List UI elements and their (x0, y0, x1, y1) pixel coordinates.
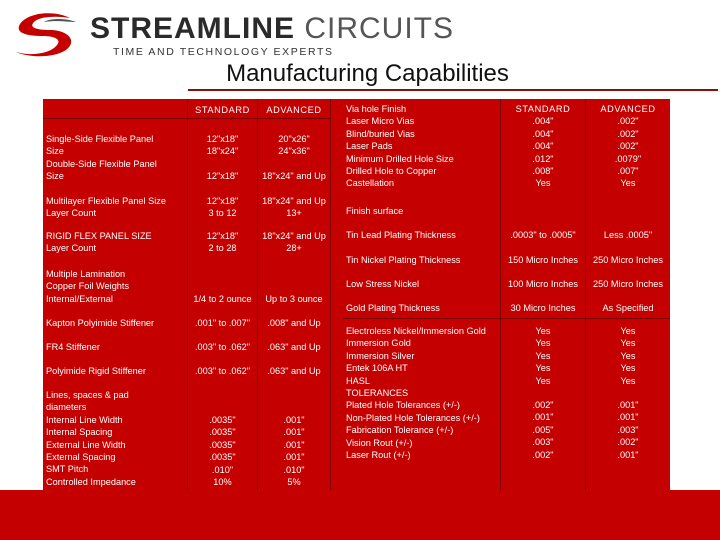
row-label-line: RIGID FLEX PANEL SIZE (46, 231, 152, 241)
row-label-line: Fabrication Tolerance (+/-) (346, 425, 454, 436)
cell-value: 18"x24" and Up (262, 196, 326, 206)
table-row-label (43, 133, 190, 183)
cell-value: .0035" (209, 439, 236, 450)
cell-value: 24"x36" (278, 146, 310, 157)
table-row-label: Kapton Polyimide Stiffener (46, 318, 155, 328)
divider (330, 99, 331, 490)
cell-value: 12"x18" (206, 231, 239, 241)
table-cell-standard: 100 Micro Inches (508, 279, 578, 289)
swoosh-logo-icon (10, 8, 84, 60)
cell-value: 5% (287, 477, 301, 488)
cell-value: .0035" (209, 452, 236, 463)
divider (43, 118, 331, 119)
cell-value: .002" (617, 128, 639, 139)
cell-value: .001" (617, 449, 639, 460)
row-label-line: Entek 106A HT (346, 363, 408, 374)
table-cell-advanced: As Specified (602, 303, 654, 313)
table-cell-advanced: .008" and Up (267, 318, 321, 328)
cell-value: 28+ (286, 243, 302, 254)
streamline-logo (10, 8, 454, 60)
table-row-label (43, 195, 190, 220)
cell-value: .001" (617, 412, 639, 423)
table-cell-standard (188, 414, 257, 488)
table-cell-advanced: .063" and Up (267, 366, 321, 376)
cell-value: .001" (532, 412, 554, 423)
table-cell-advanced (258, 133, 330, 183)
table-row-label: Low Stress Nickel (346, 279, 420, 289)
cell-value: Yes (535, 375, 551, 386)
tolerance-standard (501, 399, 585, 461)
row-label-line: Single-Side Flexible Panel (46, 134, 154, 144)
right-header-standard: STANDARD (515, 104, 571, 114)
row-label-line: External Line Width (46, 439, 126, 450)
row-label-line: Multilayer Flexible Panel Size (46, 196, 166, 206)
cell-value: .007" (617, 166, 639, 177)
row-label-line: Drilled Hole to Copper (346, 166, 437, 177)
via-labels (343, 103, 503, 190)
cell-value (188, 158, 257, 170)
cell-value: .0035" (209, 415, 236, 425)
via-advanced-column (586, 103, 670, 190)
cell-value: Yes (535, 338, 551, 349)
table-cell-advanced: .063" and Up (267, 342, 321, 352)
row-label-line: Internal Spacing (46, 427, 113, 438)
row-label-line: Laser Micro Vias (346, 116, 415, 127)
table-cell-standard: 30 Micro Inches (510, 303, 576, 313)
row-label-line: Laser Rout (+/-) (346, 450, 411, 461)
table-cell-advanced (258, 230, 330, 255)
table-row-label (43, 230, 190, 255)
cell-value: .008" (532, 166, 554, 177)
row-label-line: External Spacing (46, 452, 116, 463)
row-label-line: Internal/External (46, 293, 113, 304)
row-label-line: Laser Pads (346, 141, 393, 152)
page-title: Manufacturing Capabilities (226, 60, 509, 87)
cell-value: 13+ (286, 208, 302, 219)
row-label-line: Non-Plated Hole Tolerances (+/-) (346, 412, 480, 423)
table-row-label: Polyimide Rigid Stiffener (46, 366, 146, 376)
cell-value: .003" (617, 424, 639, 435)
row-label-line: Blind/buried Vias (346, 128, 415, 139)
table-cell-standard: 150 Micro Inches (508, 255, 578, 265)
row-label-line: Size (46, 146, 64, 157)
tolerances-heading: TOLERANCES (346, 388, 409, 398)
cell-value: 18"x24" and Up (262, 231, 326, 241)
cell-value: 12"x18" (206, 196, 239, 206)
row-label-line: Double-Side Flexible Panel (46, 158, 157, 169)
table-row-label (43, 268, 190, 305)
table-row-label: Gold Plating Thickness (346, 303, 440, 313)
cell-value: Yes (620, 178, 636, 189)
table-cell-standard: .003" to .062" (194, 366, 251, 376)
table-cell-standard: .003" to .062" (194, 342, 251, 352)
cell-value: .004" (532, 116, 554, 127)
row-label-line: Via hole Finish (346, 104, 407, 114)
finish-surface-heading: Finish surface (346, 206, 404, 216)
footer-band (0, 490, 720, 540)
table-row-label (43, 389, 190, 488)
cell-value: Yes (620, 363, 636, 374)
cell-value: Yes (620, 375, 636, 386)
row-label-line: diameters (46, 402, 87, 413)
cell-value: 18"x24" (206, 146, 239, 157)
cell-value: .002" (532, 400, 554, 410)
cell-value: .001" (283, 452, 305, 463)
row-label-line: Lines, spaces & pad (46, 390, 129, 400)
row-label-line: Controlled Impedance (46, 476, 136, 487)
finish-type-standard (501, 325, 585, 387)
cell-value: .002" (617, 116, 639, 127)
row-label-line: Minimum Drilled Hole Size (346, 153, 454, 164)
table-cell-standard (188, 133, 257, 183)
row-label-line: Copper Foil Weights (46, 281, 130, 292)
cell-value: .003" (532, 437, 554, 448)
cell-value: .004" (532, 141, 554, 152)
cell-value: .010" (283, 464, 305, 475)
row-label-line: Internal Line Width (46, 414, 123, 425)
brand-bold: STREAMLINE (90, 12, 295, 45)
brand-light: CIRCUITS (295, 12, 454, 45)
row-label-line: Multiple Lamination (46, 269, 126, 279)
table-cell-advanced: 250 Micro Inches (593, 279, 663, 289)
cell-value: Yes (535, 326, 551, 336)
cell-value: 18"x24" and Up (262, 171, 326, 182)
cell-value: 12"x18" (206, 171, 239, 182)
cell-value: Yes (535, 363, 551, 374)
table-cell-advanced: 250 Micro Inches (593, 255, 663, 265)
table-cell-standard: .0003" to .0005" (510, 230, 576, 240)
title-underline (188, 89, 718, 91)
cell-value: .004" (532, 128, 554, 139)
cell-value: 20"x26" (278, 134, 310, 144)
row-label-line: Layer Count (46, 243, 97, 254)
row-label-line: Immersion Gold (346, 338, 411, 349)
cell-value: 3 to 12 (208, 208, 237, 219)
cell-value: Yes (620, 350, 636, 361)
cell-value: .0079" (614, 153, 642, 164)
cell-value: .001" (283, 415, 305, 425)
left-capabilities-table (43, 99, 331, 490)
cell-value: 2 to 28 (208, 243, 237, 254)
cell-value: .002" (617, 437, 639, 448)
tagline: TIME AND TECHNOLOGY EXPERTS (113, 46, 334, 58)
cell-value: .002" (532, 449, 554, 460)
cell-value: 10% (213, 477, 232, 488)
via-standard-column (501, 103, 585, 190)
cell-value: .0035" (209, 427, 236, 438)
row-label-line: SMT Pitch (46, 464, 89, 475)
brand-name (90, 12, 454, 46)
row-label-line: Size (46, 171, 64, 182)
tolerance-advanced (586, 399, 670, 461)
table-cell-advanced: Up to 3 ounce (265, 294, 323, 304)
row-label-line: Layer Count (46, 208, 97, 219)
divider (343, 318, 670, 319)
cell-value: Yes (535, 350, 551, 361)
cell-value: .005" (532, 424, 554, 435)
capabilities-panel (43, 99, 670, 490)
table-cell-standard: 1/4 to 2 ounce (193, 294, 252, 304)
cell-value: .012" (532, 153, 554, 164)
table-row-label: FR4 Stiffener (46, 342, 100, 352)
right-capabilities-table (343, 99, 670, 490)
table-cell-standard (188, 230, 257, 255)
finish-type-advanced (586, 325, 670, 387)
row-label-line: Plated Hole Tolerances (+/-) (346, 400, 460, 411)
table-row-label: Tin Lead Plating Thickness (346, 230, 456, 240)
row-label-line: Vision Rout (+/-) (346, 437, 413, 448)
row-label-line: Castellation (346, 178, 395, 189)
cell-value: .001" (283, 427, 305, 438)
tolerance-labels (343, 387, 503, 461)
table-cell-advanced (258, 195, 330, 220)
cell-value: .010" (211, 464, 234, 475)
cell-value: Yes (620, 326, 636, 336)
row-label-line: Electroless Nickel/Immersion Gold (346, 326, 486, 336)
left-header-standard: STANDARD (195, 105, 250, 115)
table-cell-standard: .001" to .007" (194, 318, 251, 328)
cell-value: .001" (283, 439, 305, 450)
cell-value: .001" (617, 400, 639, 410)
table-row-label: Tin Nickel Plating Thickness (346, 255, 461, 265)
table-cell-advanced: Less .0005" (603, 230, 653, 240)
table-cell-advanced (258, 414, 330, 488)
cell-value: Yes (535, 178, 551, 189)
row-label-line: HASL (346, 375, 371, 386)
table-cell-standard (188, 195, 257, 220)
cell-value (258, 158, 330, 170)
cell-value: 12"x18" (206, 134, 239, 144)
left-header-advanced: ADVANCED (266, 105, 322, 115)
cell-value: Yes (620, 338, 636, 349)
cell-value: .002" (617, 141, 639, 152)
row-label-line: Immersion Silver (346, 350, 415, 361)
finish-type-labels (343, 325, 503, 387)
right-header-advanced: ADVANCED (600, 104, 656, 114)
